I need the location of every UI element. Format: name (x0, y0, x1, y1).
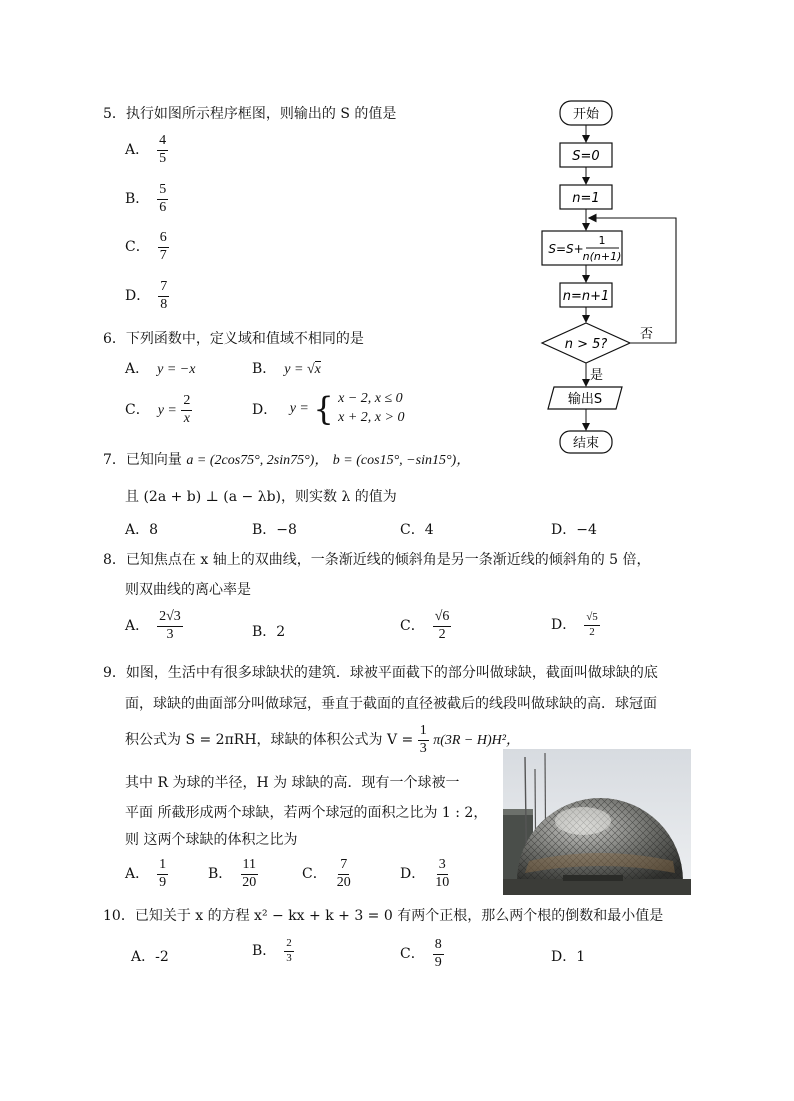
q10-option-c: C． $\frac{8}{9}$ (400, 937, 442, 970)
q5-option-c: C． $\frac{6}{7}$ (125, 230, 167, 263)
flow-update-s-numerator: 1 (598, 234, 606, 247)
q8-line2: 则双曲线的离心率是 (125, 582, 251, 598)
q5-option-a: A． $\frac{4}{5}$ (125, 133, 167, 166)
flow-yes-label: 是 (590, 368, 604, 383)
q5-option-b: B． $\frac{5}{6}$ (125, 182, 167, 215)
q9-line3: 积公式为 S = 2πRH，球缺的体积公式为 V = $\frac{1}{3}$ π(3R − H)H²， (125, 723, 520, 756)
q8-line1: 8．已知焦点在 x 轴上的双曲线，一条渐近线的倾斜角是另一条渐近线的倾斜角的 5 倍， (103, 552, 651, 568)
q6-stem: 6．下列函数中，定义域和值域不相同的是 (103, 331, 364, 347)
q5-option-d: D． $\frac{7}{8}$ (125, 279, 168, 312)
q9-line6: 则 这两个球缺的体积之比为 (125, 832, 298, 848)
flow-no-label: 否 (640, 327, 654, 342)
q7-option-a: A．8 (125, 522, 159, 538)
q10-option-b: B． $\frac{2}{3}$ (252, 937, 292, 964)
q9-option-a: A． $\frac{1}{9}$ (125, 857, 167, 890)
q8-option-d: D． $\frac{√5}{2}$ (551, 611, 598, 638)
q6-brace: { (313, 389, 334, 428)
q9-line2: 面，球缺的曲面部分叫做球冠，垂直于截面的直径被截后的线段叫做球缺的高．球冠面 (125, 696, 657, 712)
flow-decision-label: n > 5? (564, 337, 608, 352)
q8-option-a: A． $\frac{2√3}{3}$ (125, 609, 181, 642)
q9-line5: 平面 所截形成两个球缺，若两个球冠的面积之比为 1 : 2， (125, 805, 488, 821)
q9-line1: 9．如图，生活中有很多球缺状的建筑．球被平面截下的部分叫做球缺，截面叫做球缺的底 (103, 665, 658, 681)
q7-line1: 7．已知向量 a = (2cos75°, 2sin75°)， b = (cos15°, −sin15°)， (103, 452, 471, 468)
q10-option-a: A．-2 (131, 949, 169, 965)
q10-option-d: D．1 (551, 949, 586, 965)
q10-stem: 10．已知关于 x 的方程 x² − kx + k + 3 = 0 有两个正根，那么两个根的倒数和最小值是 (103, 908, 664, 924)
q9-option-d: D． $\frac{3}{10}$ (400, 857, 450, 890)
flow-init-n-label: n=1 (572, 191, 600, 206)
q7-vector-a: a = (2cos75°, 2sin75°)， (186, 453, 329, 468)
flow-output-label: 输出S (567, 392, 603, 407)
flow-update-s-denominator: n(n+1) (582, 250, 622, 263)
q6-option-c: C． y = $\frac{2}{x}$ (125, 393, 191, 426)
flow-end-label: 结束 (572, 436, 600, 451)
q9-line4: 其中 R 为球的半径，H 为 球缺的高．现有一个球被一 (125, 775, 460, 791)
q7-vector-b: b = (cos15°, −sin15°)， (332, 453, 471, 468)
q5-stem: 5．执行如图所示程序框图，则输出的 S 的值是 (103, 106, 397, 122)
q7-option-b: B．−8 (252, 522, 297, 538)
flow-increment-label: n=n+1 (562, 289, 610, 304)
q7-line2: 且 (2a + b) ⊥ (a − λb)，则实数 λ 的值为 (125, 489, 397, 505)
q6-option-a: A． y = −x (125, 361, 196, 377)
q6-option-d: D． y = { x − 2, x ≤ 0 x + 2, x > 0 (252, 389, 405, 428)
q7-option-d: D．−4 (551, 522, 597, 538)
q9-option-c: C． $\frac{7}{20}$ (302, 857, 351, 890)
flow-init-s-label: S=0 (572, 149, 600, 164)
q6-option-b: B． y = √x (252, 361, 321, 377)
flow-start-label: 开始 (572, 107, 600, 122)
geodesic-dome-photo (503, 749, 691, 895)
q7-option-c: C．4 (400, 522, 434, 538)
q9-option-b: B． $\frac{11}{20}$ (208, 857, 257, 890)
q8-option-c: C． $\frac{√6}{2}$ (400, 609, 450, 642)
q8-option-b: B．2 (252, 624, 286, 640)
program-flowchart (530, 95, 700, 465)
flow-update-s-prefix: S=S+ (548, 242, 584, 256)
